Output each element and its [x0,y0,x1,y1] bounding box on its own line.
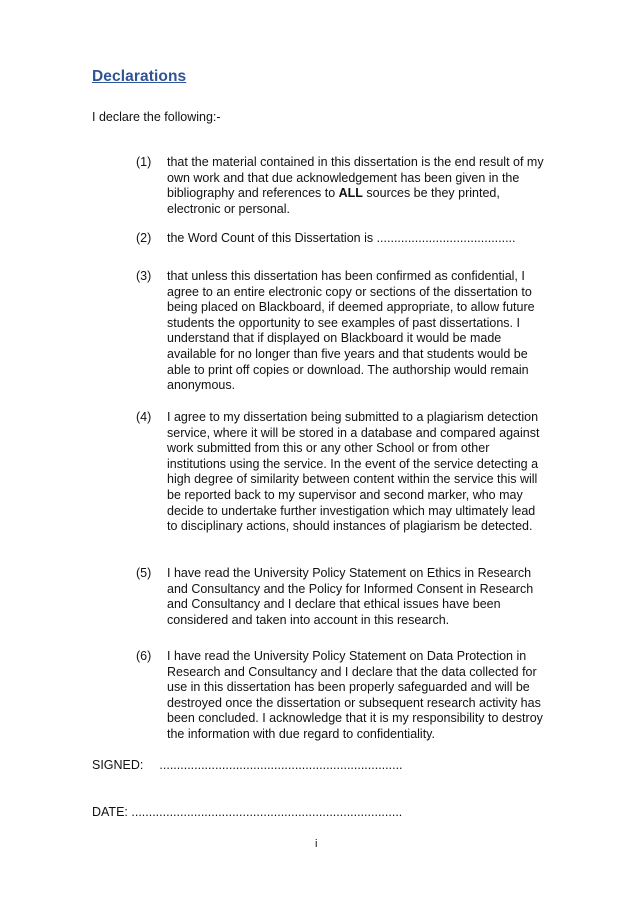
declaration-item-3 [136,269,556,394]
item-number: (1) [136,155,152,169]
declaration-item-2 [136,231,556,247]
date-field: .............................................................................. [131,805,403,819]
item-number: (5) [136,566,152,580]
signature-line [92,758,403,772]
intro-text: I declare the following:- [92,110,221,124]
item-text: I have read the University Policy Statement on Ethics in Research and Consultancy and the Policy for Informed Consent in Research and Consultancy and I declare that ethical issues have been considered and taken into account in this research. [167,566,534,627]
signed-label: SIGNED: [92,758,144,772]
declaration-item-5 [136,566,556,628]
item-text: the Word Count of this Dissertation is ........................................ [167,231,516,245]
item-number: (2) [136,231,152,245]
item-text: that unless this dissertation has been confirmed as confidential, I agree to an entire electronic copy or sections of the dissertation to being placed on Blackboard, if deemed appropriate, to allow future students the opportunity to see examples of past dissertations. I understand that if displayed on Blackboard it would be made available for no longer than five years and that students would be able to print off copies or download. The authorship would remain anonymous. [167,269,535,393]
item-number: (3) [136,269,152,283]
declaration-item-1 [136,155,556,217]
declaration-item-4 [136,410,556,535]
item-number: (6) [136,649,152,663]
emphasis-all: ALL [338,186,363,201]
page-number: i [315,838,318,850]
item-number: (4) [136,410,152,424]
declaration-item-6 [136,649,556,743]
page-title: Declarations [92,68,187,85]
item-text: I have read the University Policy Statement on Data Protection in Research and Consultancy and I declare that the data collected for use in this dissertation has been properly safeguarded and will be destroyed once the dissertation or subsequent research activity has been concluded. I acknowledge that it is my responsibility to destroy the information with due regard to confidentiality. [167,649,543,741]
date-label: DATE: [92,805,128,819]
item-text: I agree to my dissertation being submitted to a plagiarism detection service, where it will be stored in a database and compared against work submitted from this or any other School or from other institutions using the service. In the event of the service detecting a high degree of similarity between content within the service this will be reported back to my supervisor and second marker, who may decide to undertake further investigation which may ultimately lead to disciplinary actions, should instances of plagiarism be detected. [167,410,540,534]
signature-field: ...................................................................... [159,758,403,772]
date-line [92,805,402,819]
item-text: that the material contained in this dissertation is the end result of my own work and that due acknowledgement has been given in the bibliography and references to ALL sources be they printed, electronic or personal. [167,155,544,216]
